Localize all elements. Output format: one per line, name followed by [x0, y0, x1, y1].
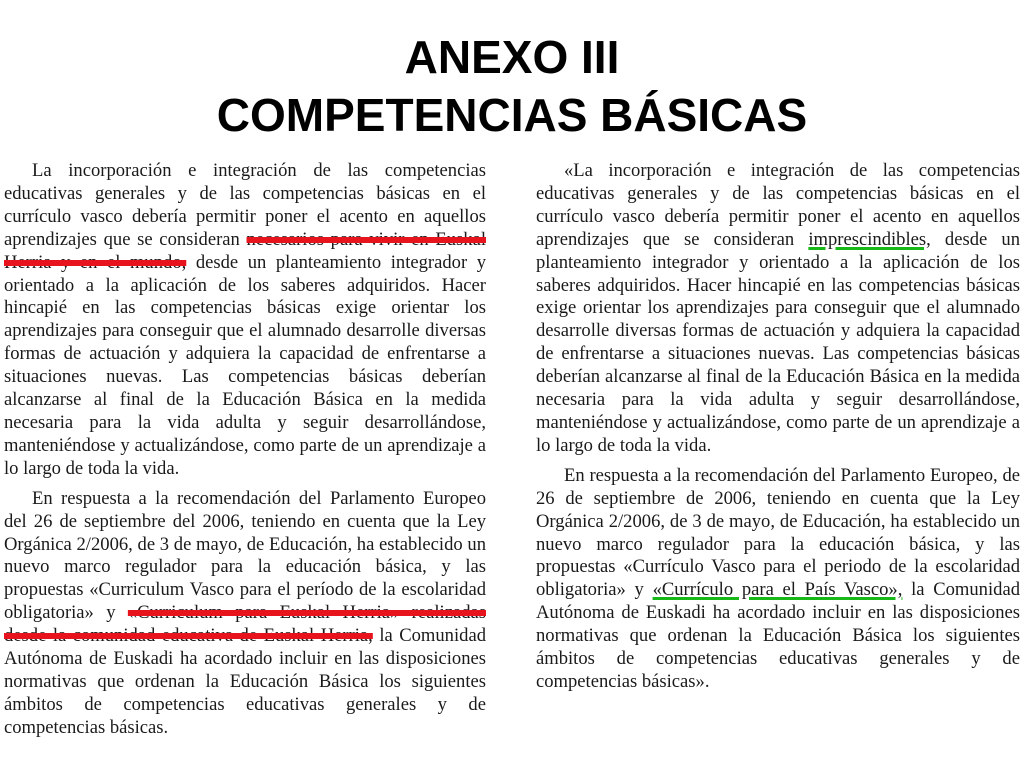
original-text-column	[4, 160, 486, 740]
slide-title	[0, 28, 1024, 144]
left-p1-struck-phrase: necesarios para vivir en Euskal Herria y en el mundo,	[4, 228, 486, 273]
revised-text-column	[536, 160, 1020, 694]
left-p1-text-b: desde un planteamiento integrador y orientado a la aplicación de los saberes adquiridos. Hacer hincapié en las competencias básicas exige orientar los aprendizajes para conseguir que el alumnado desarrolle diversas formas de actuación y adquiera la capacidad de enfrentarse a situaciones nuevas. Las competencias básicas deberían alcanzarse al final de la Educación Básica en la medida necesaria para la vida adulta y seguir desarrollándose, manteniéndose y actualizándose, como parte de un aprendizaje a lo largo de toda la vida.	[4, 251, 486, 479]
right-p2-highlighted-phrase: «Currículo para el País Vasco»,	[652, 579, 903, 601]
right-p1-text-a: «La incorporación e integración de las competencias educativas generales y de las competencias básicas en el currículo vasco debería permitir poner el acento en aquellos aprendizajes que se consideran	[536, 160, 1020, 250]
left-p2-text-a: En respuesta a la recomendación del Parlamento Europeo del 26 de septiembre del 2006, teniendo en cuenta que la Ley Orgánica 2/2006, de 3 de mayo, de Educación, ha establecido un nuevo marco regulador para la educación básica, y las propuestas «Curriculum Vasco para el período de la escolaridad obligatoria» y	[4, 487, 486, 624]
left-p1-text-a: La incorporación e integración de las competencias educativas generales y de las competencias básicas en el currículo vasco debería permitir poner el acento en aquellos aprendizajes que se consideran	[4, 160, 486, 250]
right-p2-text-a: En respuesta a la recomendación del Parlamento Europeo, de 26 de septiembre de 2006, teniendo en cuenta que la Ley Orgánica 2/2006, de 3 de mayo, de Educación, ha establecido un nuevo marco regulador para la educación básica, y las propuestas «Currículo Vasco para el periodo de la escolaridad obligatoria» y	[536, 464, 1020, 601]
left-p2-text-b: la Comunidad Autónoma de Euskadi ha acordado incluir en las disposiciones normativas que ordenan la Educación Básica los siguientes ámbitos de competencias educativas generales y de competencias básicas.	[4, 625, 486, 738]
left-p2-struck-phrase: «Curriculum para Euskal Herria» realizadas desde la comunidad educativa de Euskal Herria,	[4, 602, 486, 647]
right-p1-text-b: desde un planteamiento integrador y orientado a la aplicación de los saberes adquiridos. Hacer hincapié en las competencias básicas exige orientar los aprendizajes para conseguir que el alumnado desarrolle diversas formas de actuación y adquiera la capacidad de enfrentarse a situaciones nuevas. Las competencias básicas deberían alcanzarse al final de la Educación Básica en la medida necesaria para la vida adulta y seguir desarrollándose, manteniéndose y actualizándose, como parte de un aprendizaje a lo largo de toda la vida.	[536, 228, 1020, 456]
left-paragraph-2	[4, 488, 486, 740]
title-line-2: COMPETENCIAS BÁSICAS	[216, 89, 808, 141]
right-p2-text-b: la Comunidad Autónoma de Euskadi ha acordado incluir en las disposiciones normativas que ordenan la Educación Básica los siguientes ámbitos de competencias educativas generales y de competencias básicas».	[536, 579, 1020, 692]
title-line-1: ANEXO III	[404, 31, 620, 83]
left-paragraph-1	[4, 160, 486, 481]
right-paragraph-1	[536, 160, 1020, 458]
right-paragraph-2	[536, 465, 1020, 694]
right-p1-highlighted-phrase: imprescindibles,	[808, 228, 931, 250]
